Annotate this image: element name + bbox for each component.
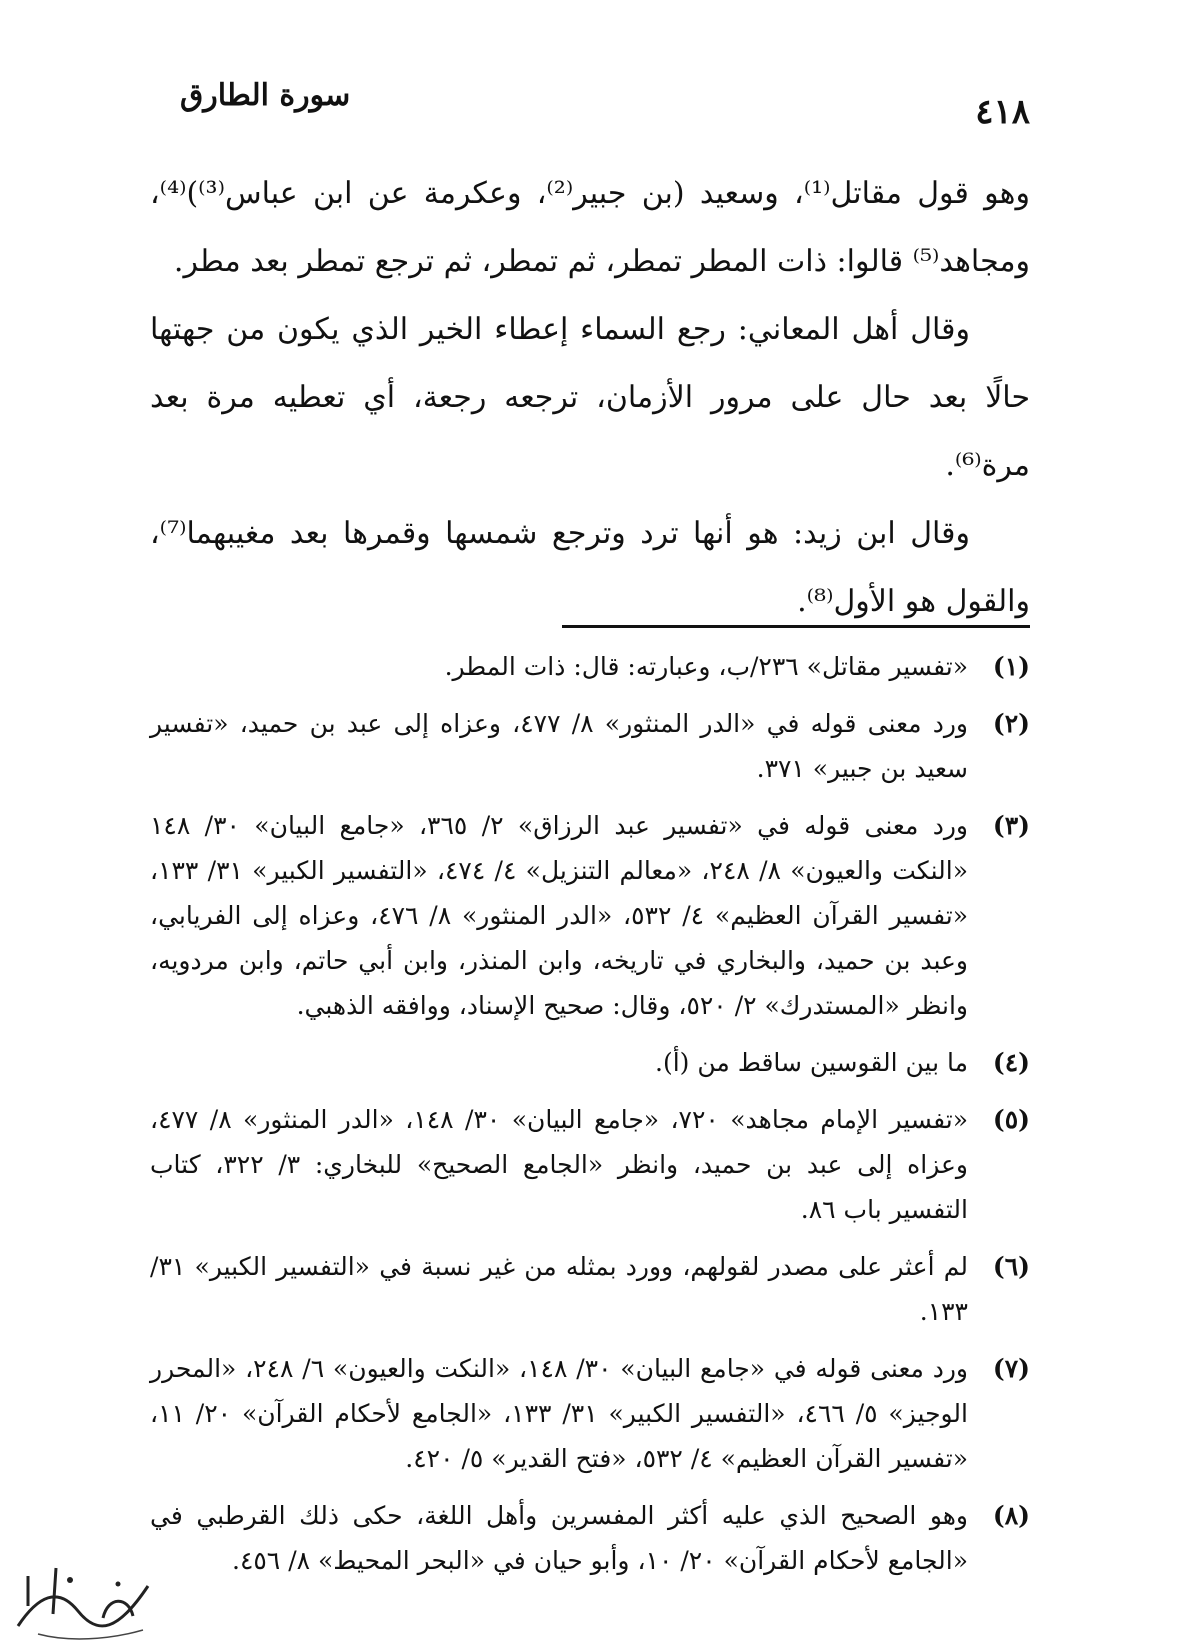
footnote-number: (٤) — [992, 1048, 1030, 1077]
footnote — [150, 803, 1030, 1028]
footnote — [150, 1097, 1030, 1232]
page-number: ٤١٨ — [975, 92, 1030, 132]
footnote-text: ما بين القوسين ساقط من (أ). — [655, 1048, 968, 1077]
footnote-number: (٧) — [992, 1354, 1030, 1383]
footnote-text: ورد معنى قوله في «تفسير عبد الرزاق» ٢/ ٣٦٥، «جامع البيان» ٣٠/ ١٤٨ «النكت والعيون» ٨/ ٢٤٨، «معالم التنزيل» ٤/ ٤٧٤، «التفسير الكبير» ٣١/ ١٣٣، «تفسير القرآن العظيم» ٤/ ٥٣٢، «الدر المنثور» ٨/ ٤٧٦، وعزاه إلى الفريابي، وعبد بن حميد، والبخاري في تاريخه، وابن المنذر، وابن أبي حاتم، وابن مردويه، وانظر «المستدرك» ٢/ ٥٢٠، وقال: صحيح الإسناد، ووافقه الذهبي. — [150, 811, 969, 1020]
footnote-number: (١) — [992, 652, 1030, 681]
footnote — [150, 1346, 1030, 1481]
paragraph: وقال أهل المعاني: رجع السماء إعطاء الخير الذي يكون من جهتها حالًا بعد حال على مرور الأزمان، ترجعه رجعة، أي تعطيه مرة بعد مرة⁽⁶⁾. — [150, 312, 1030, 483]
footnote-number: (٣) — [992, 811, 1030, 840]
running-title: سورة الطارق — [180, 78, 351, 113]
footnote-text: ورد معنى قوله في «جامع البيان» ٣٠/ ١٤٨، «النكت والعيون» ٦/ ٢٤٨، «المحرر الوجيز» ٥/ ٤٦٦، «التفسير الكبير» ٣١/ ١٣٣، «الجامع لأحكام القرآن» ٢٠/ ١١، «تفسير القرآن العظيم» ٤/ ٥٣٢، «فتح القدير» ٥/ ٤٢٠. — [150, 1354, 968, 1473]
footnote-text: لم أعثر على مصدر لقولهم، وورد بمثله من غير نسبة في «التفسير الكبير» ٣١/ ١٣٣. — [150, 1252, 968, 1326]
paragraph: وهو قول مقاتل⁽¹⁾، وسعيد (بن جبير⁽²⁾، وعكرمة عن ابن عباس⁽³⁾)⁽⁴⁾، ومجاهد⁽⁵⁾ قالوا: ذات المطر تمطر، ثم تمطر، ثم ترجع تمطر بعد مطر. — [150, 176, 1030, 279]
footnote-text: «تفسير الإمام مجاهد» ٧٢٠، «جامع البيان» ٣٠/ ١٤٨، «الدر المنثور» ٨/ ٤٧٧، وعزاه إلى عبد بن حميد، وانظر «الجامع الصحيح» للبخاري: ٣/ ٣٢٢، كتاب التفسير باب ٨٦. — [150, 1105, 968, 1224]
footnote — [150, 644, 1030, 689]
footnotes — [150, 644, 1030, 1595]
footnote — [150, 1040, 1030, 1085]
footnote-text: وهو الصحيح الذي عليه أكثر المفسرين وأهل اللغة، حكى ذلك القرطبي في «الجامع لأحكام القرآن» ٢٠/ ١٠، وأبو حيان في «البحر المحيط» ٨/ ٤٥٦. — [150, 1501, 968, 1575]
footnote-text: «تفسير مقاتل» ٢٣٦/ب، وعبارته: قال: ذات المطر. — [444, 652, 968, 681]
footnote-number: (٨) — [992, 1501, 1030, 1530]
main-text — [150, 160, 1030, 636]
footnote-text: ورد معنى قوله في «الدر المنثور» ٨/ ٤٧٧، وعزاه إلى عبد بن حميد، «تفسير سعيد بن جبير» ٣٧١. — [150, 709, 968, 783]
footnote-number: (٢) — [992, 709, 1030, 738]
footnote-number: (٥) — [992, 1105, 1030, 1134]
footnote — [150, 701, 1030, 791]
paragraph: وقال ابن زيد: هو أنها ترد وترجع شمسها وقمرها بعد مغيبهما⁽⁷⁾، والقول هو الأول⁽⁸⁾. — [150, 516, 1030, 619]
footnote-separator — [562, 625, 1030, 628]
calligraphy-seal-icon — [8, 1556, 158, 1644]
footnote-number: (٦) — [992, 1252, 1030, 1281]
footnote — [150, 1244, 1030, 1334]
footnote — [150, 1493, 1030, 1583]
